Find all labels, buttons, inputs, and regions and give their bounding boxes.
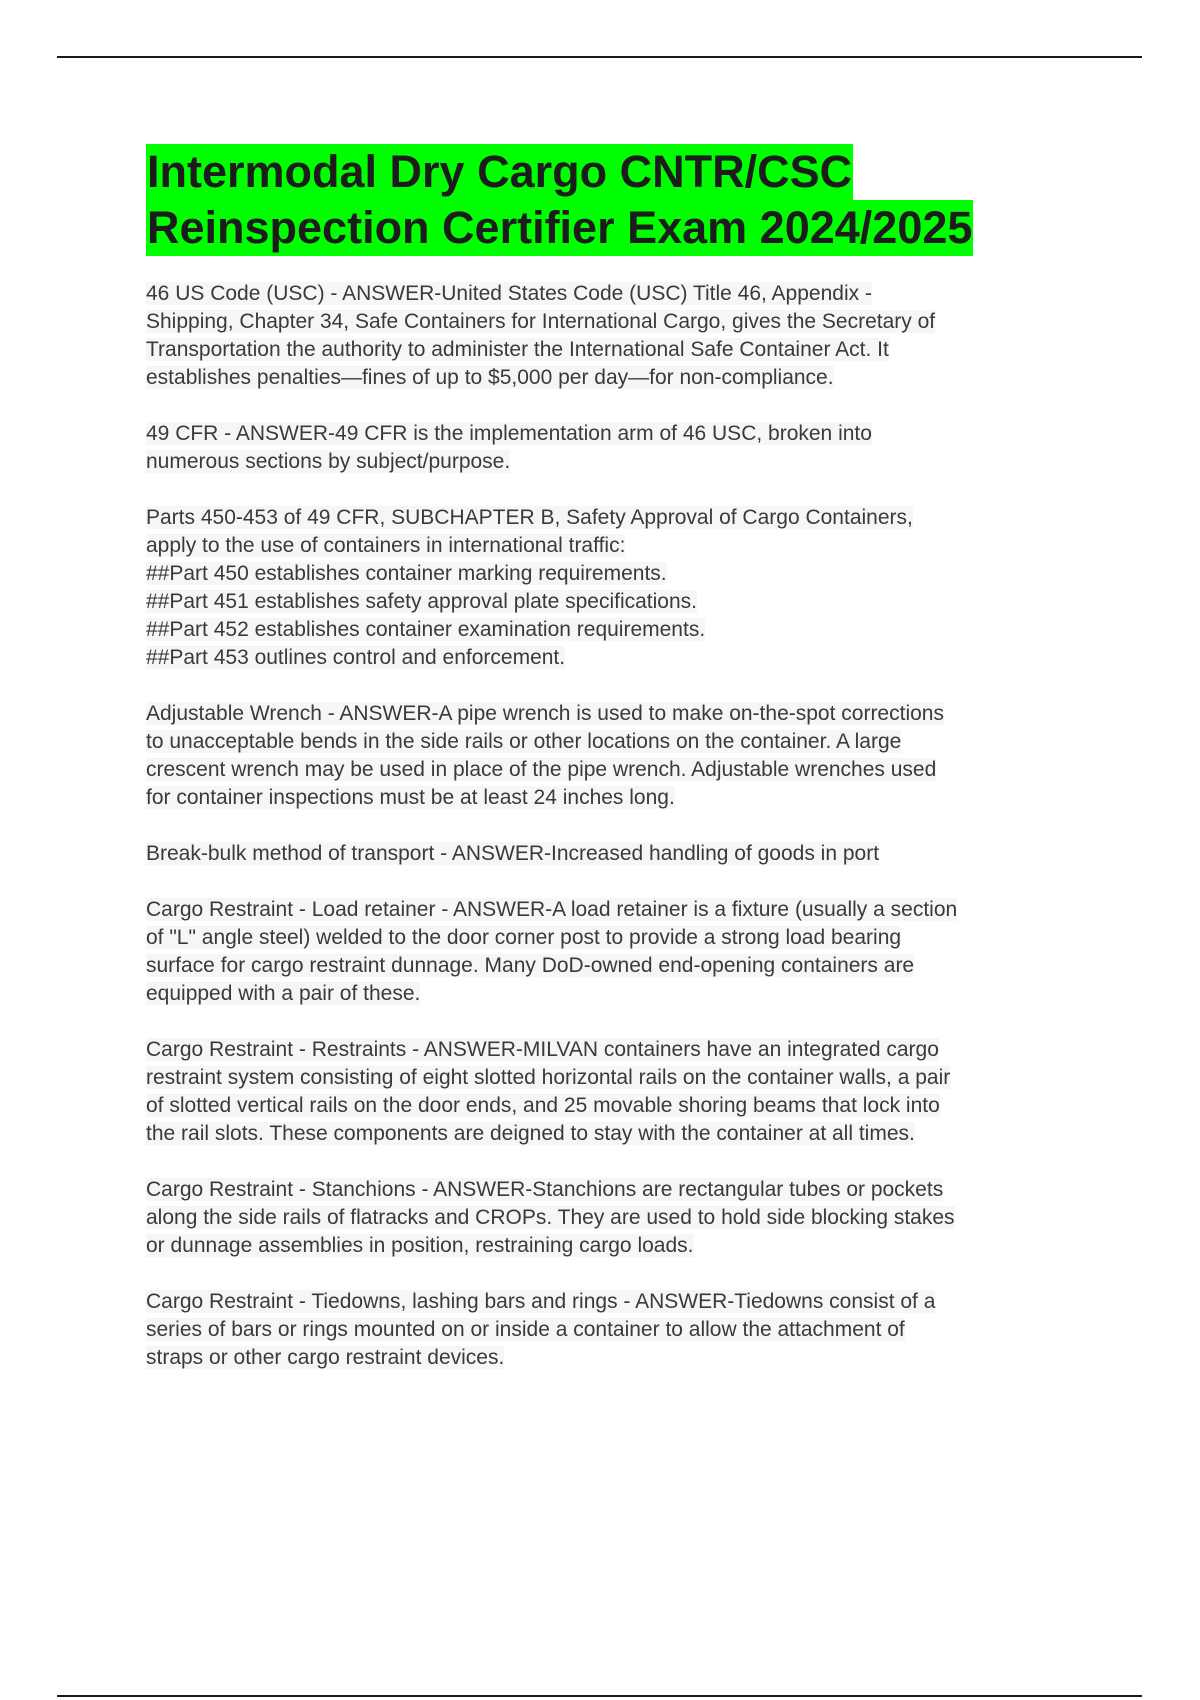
qa-entry-line — [146, 616, 1086, 644]
qa-entry-line — [146, 728, 1086, 756]
qa-entry-line — [146, 532, 1086, 560]
qa-entry-line — [146, 280, 1086, 308]
qa-entry — [146, 896, 1086, 1008]
qa-entry-line-text: Shipping, Chapter 34, Safe Containers for International Cargo, gives the Secretary of — [146, 310, 936, 333]
qa-entry — [146, 1036, 1086, 1148]
qa-entry-line-text: to unacceptable bends in the side rails or other locations on the container. A large — [146, 730, 902, 753]
qa-entry-line-text: crescent wrench may be used in place of the pipe wrench. Adjustable wrenches used — [146, 758, 937, 781]
qa-entry-line-text: numerous sections by subject/purpose. — [146, 450, 511, 473]
qa-entry-list — [146, 280, 1086, 1372]
qa-entry-line-text: 46 US Code (USC) - ANSWER-United States Code (USC) Title 46, Appendix - — [146, 282, 872, 305]
qa-entry-line — [146, 924, 1086, 952]
qa-entry — [146, 700, 1086, 812]
qa-entry-line — [146, 756, 1086, 784]
qa-entry-line — [146, 896, 1086, 924]
qa-entry-line-text: 49 CFR - ANSWER-49 CFR is the implementation arm of 46 USC, broken into — [146, 422, 872, 445]
qa-entry-line-text: Transportation the authority to administer the International Safe Container Act. It — [146, 338, 889, 361]
qa-entry-line-text: ##Part 450 establishes container marking requirements. — [146, 562, 667, 585]
document-page — [146, 144, 1086, 1400]
qa-entry-line-text: Parts 450-453 of 49 CFR, SUBCHAPTER B, Safety Approval of Cargo Containers, — [146, 506, 913, 529]
qa-entry-line-text: along the side rails of flatracks and CROPs. They are used to hold side blocking stakes — [146, 1206, 955, 1229]
qa-entry-line — [146, 784, 1086, 812]
qa-entry — [146, 280, 1086, 392]
qa-entry-line — [146, 1232, 1086, 1260]
qa-entry-line-text: Cargo Restraint - Stanchions - ANSWER-Stanchions are rectangular tubes or pockets — [146, 1178, 944, 1201]
qa-entry-line — [146, 420, 1086, 448]
qa-entry-line-text: Cargo Restraint - Tiedowns, lashing bars and rings - ANSWER-Tiedowns consist of a — [146, 1290, 936, 1313]
qa-entry-line — [146, 448, 1086, 476]
qa-entry-line — [146, 308, 1086, 336]
qa-entry-line-text: series of bars or rings mounted on or inside a container to allow the attachment of — [146, 1318, 905, 1341]
qa-entry-line-text: ##Part 451 establishes safety approval plate specifications. — [146, 590, 697, 613]
qa-entry-line-text: of "L" angle steel) welded to the door corner post to provide a strong load bearing — [146, 926, 902, 949]
top-divider — [57, 56, 1142, 58]
qa-entry — [146, 420, 1086, 476]
qa-entry-line — [146, 1204, 1086, 1232]
qa-entry-line-text: establishes penalties—fines of up to $5,000 per day—for non-compliance. — [146, 366, 834, 389]
qa-entry-line — [146, 364, 1086, 392]
qa-entry — [146, 1288, 1086, 1372]
qa-entry-line — [146, 1176, 1086, 1204]
qa-entry-line — [146, 336, 1086, 364]
qa-entry-line-text: apply to the use of containers in international traffic: — [146, 534, 626, 557]
qa-entry-line-text: surface for cargo restraint dunnage. Many DoD-owned end-opening containers are — [146, 954, 915, 977]
qa-entry-line-text: the rail slots. These components are deigned to stay with the container at all times. — [146, 1122, 915, 1145]
title-line: Reinspection Certifier Exam 2024/2025 — [146, 200, 973, 256]
qa-entry-line-text: equipped with a pair of these. — [146, 982, 421, 1005]
qa-entry-line — [146, 1344, 1086, 1372]
qa-entry-line-text: ##Part 453 outlines control and enforcement. — [146, 646, 566, 669]
qa-entry-line-text: Cargo Restraint - Load retainer - ANSWER-A load retainer is a fixture (usually a section — [146, 898, 958, 921]
qa-entry-line-text: Adjustable Wrench - ANSWER-A pipe wrench is used to make on-the-spot corrections — [146, 702, 944, 725]
title-line: Intermodal Dry Cargo CNTR/CSC — [146, 144, 853, 200]
qa-entry-line-text: ##Part 452 establishes container examination requirements. — [146, 618, 706, 641]
bottom-divider — [57, 1695, 1142, 1697]
qa-entry-line-text: or dunnage assemblies in position, restraining cargo loads. — [146, 1234, 694, 1257]
qa-entry-line — [146, 840, 1086, 868]
qa-entry — [146, 504, 1086, 672]
qa-entry-line-text: straps or other cargo restraint devices. — [146, 1346, 505, 1369]
document-title — [146, 144, 1086, 256]
qa-entry — [146, 1176, 1086, 1260]
qa-entry-line — [146, 644, 1086, 672]
qa-entry-line-text: Break-bulk method of transport - ANSWER-Increased handling of goods in port — [146, 842, 880, 865]
qa-entry-line — [146, 588, 1086, 616]
qa-entry — [146, 840, 1086, 868]
qa-entry-line — [146, 952, 1086, 980]
qa-entry-line-text: Cargo Restraint - Restraints - ANSWER-MILVAN containers have an integrated cargo — [146, 1038, 939, 1061]
qa-entry-line-text: of slotted vertical rails on the door ends, and 25 movable shoring beams that lock into — [146, 1094, 940, 1117]
qa-entry-line — [146, 1316, 1086, 1344]
qa-entry-line — [146, 1288, 1086, 1316]
qa-entry-line-text: restraint system consisting of eight slotted horizontal rails on the container walls, a pair — [146, 1066, 951, 1089]
qa-entry-line — [146, 980, 1086, 1008]
qa-entry-line — [146, 1064, 1086, 1092]
qa-entry-line — [146, 504, 1086, 532]
qa-entry-line — [146, 1092, 1086, 1120]
qa-entry-line-text: for container inspections must be at least 24 inches long. — [146, 786, 675, 809]
qa-entry-line — [146, 1036, 1086, 1064]
qa-entry-line — [146, 700, 1086, 728]
qa-entry-line — [146, 560, 1086, 588]
qa-entry-line — [146, 1120, 1086, 1148]
